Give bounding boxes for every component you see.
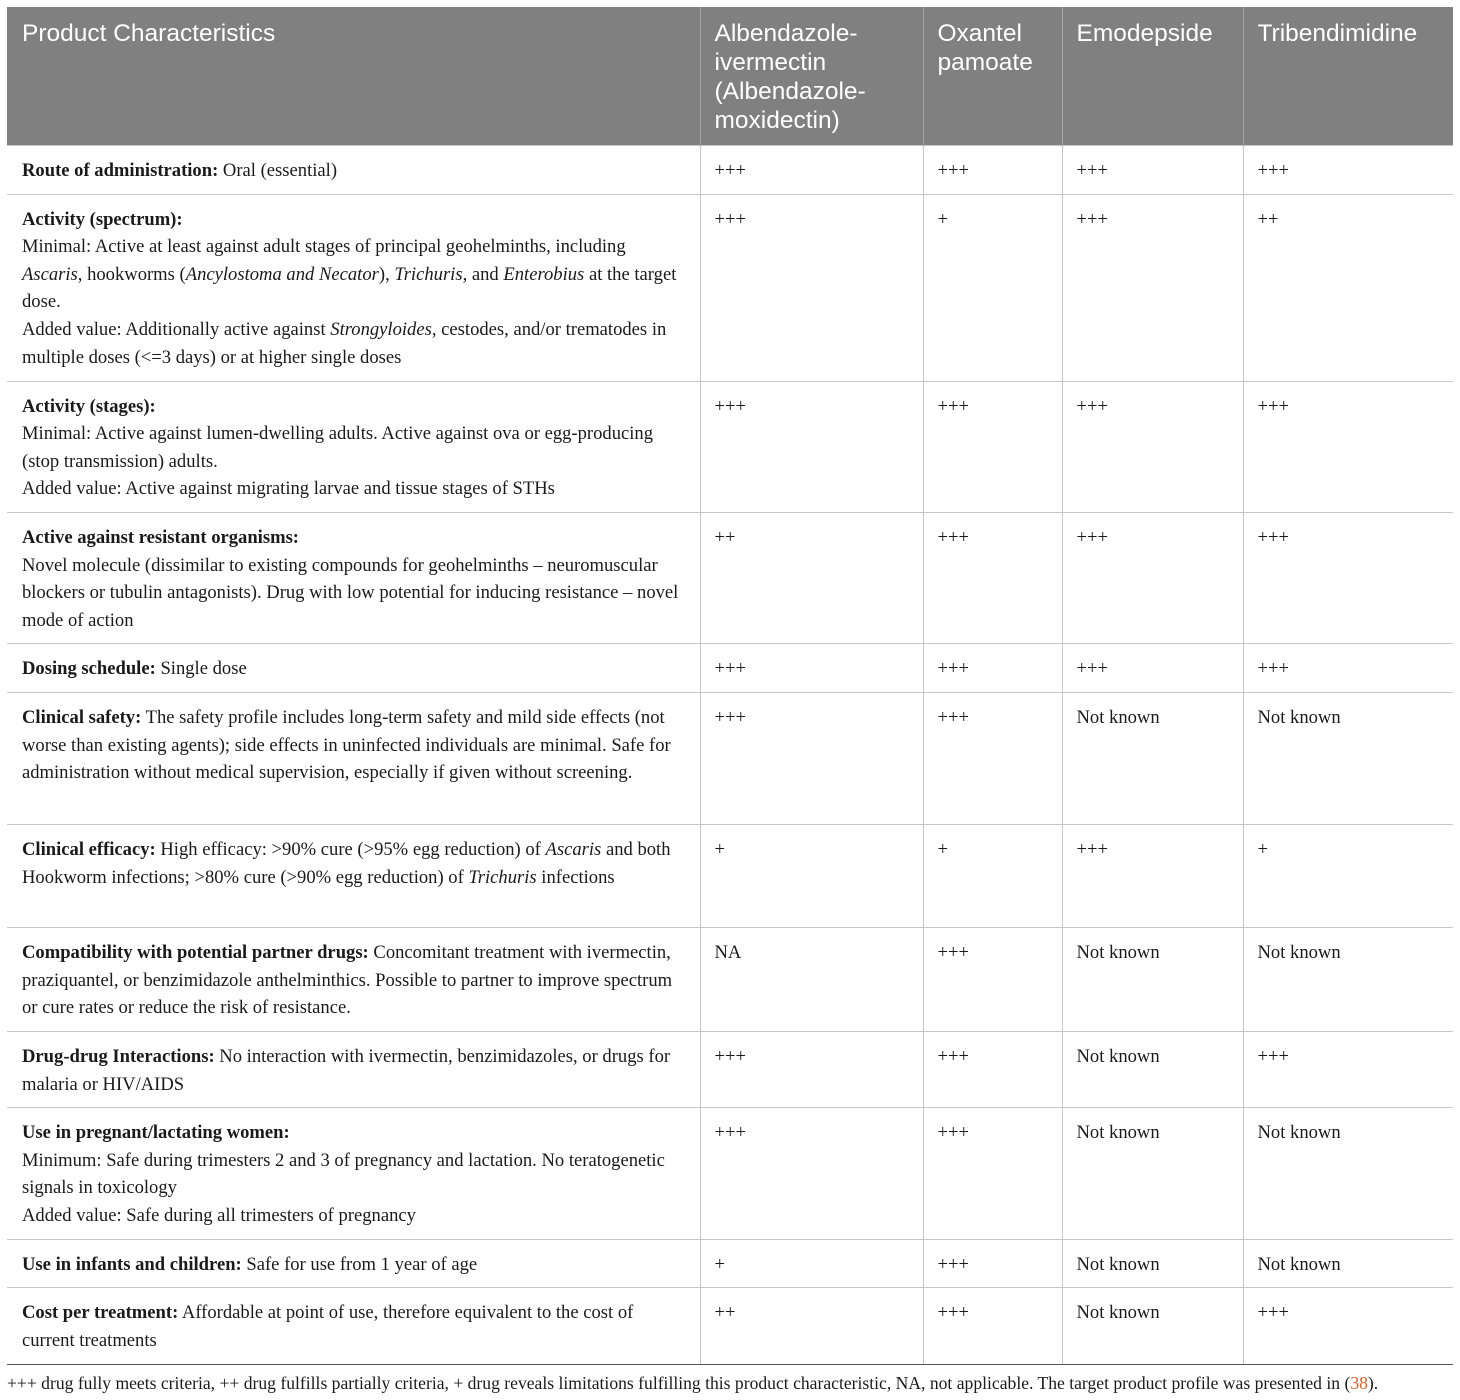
characteristic-heading: Use in pregnant/lactating women: bbox=[22, 1122, 290, 1144]
table-row bbox=[7, 194, 1453, 381]
footnote-end: ). bbox=[1367, 1373, 1379, 1393]
rating-cell: Not known bbox=[1062, 692, 1243, 824]
characteristic-minimal-text: Minimal: Active at least against adult stages of principal geohelminths, including Ascaris, hookworms (Ancylostoma and Necator), Trichuris, and Enterobius at the target dose. bbox=[22, 236, 677, 313]
characteristic-cell bbox=[7, 927, 700, 1031]
rating-cell: +++ bbox=[923, 644, 1062, 693]
rating-cell: ++ bbox=[700, 512, 923, 643]
characteristic-text: Single dose bbox=[155, 658, 247, 680]
table-row bbox=[7, 644, 1453, 693]
characteristic-cell bbox=[7, 1108, 700, 1239]
rating-cell: + bbox=[923, 194, 1062, 381]
rating-cell: +++ bbox=[1243, 146, 1453, 195]
rating-cell: +++ bbox=[700, 381, 923, 512]
characteristic-heading: Clinical efficacy: bbox=[22, 838, 156, 860]
characteristic-added-value-text: Added value: Active against migrating larvae and tissue stages of STHs bbox=[22, 478, 555, 500]
column-header-characteristics: Product Characteristics bbox=[7, 7, 700, 146]
rating-cell: +++ bbox=[923, 1239, 1062, 1288]
characteristic-text: Concomitant treatment with ivermectin, praziquantel, or benzimidazole anthelminthics. Possible to partner to improve spectrum or cure rates or reduce the risk of resistance. bbox=[22, 941, 673, 1019]
characteristic-cell: Clinical efficacy: High efficacy: >90% cure (>95% egg reduction) of Ascaris and both Hookworm infections; >80% cure (>90% egg reduction) of Trichuris infections bbox=[7, 824, 700, 927]
table-row bbox=[7, 1108, 1453, 1239]
characteristic-text: Novel molecule (dissimilar to existing compounds for geohelminths – neuromuscular blockers or tubulin antagonists). Drug with low potential for inducing resistance – novel mode of action bbox=[22, 554, 679, 631]
rating-cell: Not known bbox=[1062, 1239, 1243, 1288]
rating-cell: Not known bbox=[1062, 1288, 1243, 1365]
rating-cell: + bbox=[923, 824, 1062, 927]
characteristic-heading: Dosing schedule: bbox=[22, 658, 156, 680]
characteristic-cell bbox=[7, 1288, 700, 1365]
characteristic-heading: Activity (stages): bbox=[22, 395, 156, 417]
characteristic-added-value-text: Added value: Additionally active against Strongyloides, cestodes, and/or trematodes in multiple doses (<=3 days) or at higher single doses bbox=[22, 318, 667, 368]
column-header-oxantel-pamoate: Oxantel pamoate bbox=[923, 7, 1062, 146]
characteristic-heading: Use in infants and children: bbox=[22, 1253, 242, 1275]
characteristic-heading: Drug-drug Interactions: bbox=[22, 1045, 215, 1067]
characteristic-cell bbox=[7, 692, 700, 824]
column-header-tribendimidine: Tribendimidine bbox=[1243, 7, 1453, 146]
rating-cell: +++ bbox=[1062, 381, 1243, 512]
rating-cell: +++ bbox=[1062, 644, 1243, 693]
rating-cell: Not known bbox=[1243, 692, 1453, 824]
rating-cell: +++ bbox=[923, 381, 1062, 512]
rating-cell: Not known bbox=[1062, 927, 1243, 1031]
rating-cell: +++ bbox=[923, 1108, 1062, 1239]
characteristic-heading: Cost per treatment: bbox=[22, 1302, 179, 1324]
rating-cell: Not known bbox=[1062, 1108, 1243, 1239]
characteristic-minimal-text: Minimal: Active against lumen-dwelling adults. Active against ova or egg-producing (stop transmission) adults. bbox=[22, 423, 654, 472]
rating-cell: Not known bbox=[1062, 1031, 1243, 1107]
rating-cell: NA bbox=[700, 927, 923, 1031]
table-footnote bbox=[7, 1372, 1378, 1394]
rating-cell: + bbox=[700, 824, 923, 927]
rating-cell: +++ bbox=[1243, 1031, 1453, 1107]
rating-cell: +++ bbox=[700, 692, 923, 824]
table-row bbox=[7, 512, 1453, 643]
rating-cell: +++ bbox=[1243, 381, 1453, 512]
table-row bbox=[7, 1031, 1453, 1107]
rating-cell: +++ bbox=[923, 927, 1062, 1031]
rating-cell: + bbox=[1243, 824, 1453, 927]
table-row bbox=[7, 927, 1453, 1031]
characteristic-text: Affordable at point of use, therefore equivalent to the cost of current treatments bbox=[22, 1302, 634, 1351]
characteristic-cell bbox=[7, 194, 700, 381]
rating-cell: +++ bbox=[923, 1288, 1062, 1365]
reference-link[interactable]: 38 bbox=[1350, 1373, 1368, 1393]
table-row bbox=[7, 824, 1453, 927]
characteristic-heading: Active against resistant organisms: bbox=[22, 526, 299, 548]
characteristic-cell bbox=[7, 381, 700, 512]
table-header-row bbox=[7, 7, 1453, 146]
characteristic-text: The safety profile includes long-term safety and mild side effects (not worse than existing agents); side effects in uninfected individuals are minimal. Safe for administration without medical supervision, especially if given without screening. bbox=[22, 706, 671, 784]
rating-cell: +++ bbox=[700, 146, 923, 195]
rating-cell: Not known bbox=[1243, 1239, 1453, 1288]
rating-cell: +++ bbox=[1243, 512, 1453, 643]
characteristic-cell bbox=[7, 512, 700, 643]
rating-cell: ++ bbox=[700, 1288, 923, 1365]
product-characteristics-table bbox=[7, 7, 1453, 1365]
column-header-emodepside: Emodepside bbox=[1062, 7, 1243, 146]
rating-cell: +++ bbox=[1062, 512, 1243, 643]
rating-cell: ++ bbox=[1243, 194, 1453, 381]
characteristic-heading: Compatibility with potential partner drugs: bbox=[22, 941, 369, 963]
rating-cell: +++ bbox=[1243, 1288, 1453, 1365]
rating-cell: +++ bbox=[1062, 146, 1243, 195]
table-row bbox=[7, 692, 1453, 824]
characteristic-cell bbox=[7, 1031, 700, 1107]
rating-cell: +++ bbox=[1243, 644, 1453, 693]
table-row bbox=[7, 146, 1453, 195]
rating-cell: Not known bbox=[1243, 1108, 1453, 1239]
characteristic-cell bbox=[7, 1239, 700, 1288]
rating-cell: +++ bbox=[923, 146, 1062, 195]
table-row bbox=[7, 1239, 1453, 1288]
characteristic-cell bbox=[7, 644, 700, 693]
column-header-albendazole-ivermectin: Albendazole-ivermectin (Albendazole-moxidectin) bbox=[700, 7, 923, 146]
characteristic-cell bbox=[7, 146, 700, 195]
rating-cell: +++ bbox=[700, 644, 923, 693]
characteristic-text: No interaction with ivermectin, benzimidazoles, or drugs for malaria or HIV/AIDS bbox=[22, 1045, 671, 1095]
rating-cell: +++ bbox=[700, 1108, 923, 1239]
characteristic-text: Safe for use from 1 year of age bbox=[241, 1253, 478, 1275]
rating-cell: +++ bbox=[923, 692, 1062, 824]
rating-cell: +++ bbox=[1062, 194, 1243, 381]
rating-cell: +++ bbox=[700, 1031, 923, 1107]
characteristic-text: Oral (essential) bbox=[218, 160, 338, 181]
table-row bbox=[7, 1288, 1453, 1365]
rating-cell: +++ bbox=[700, 194, 923, 381]
rating-cell: Not known bbox=[1243, 927, 1453, 1031]
characteristic-minimal-text: Minimum: Safe during trimesters 2 and 3 of pregnancy and lactation. No teratogenetic signals in toxicology bbox=[22, 1149, 665, 1199]
table-row bbox=[7, 381, 1453, 512]
characteristic-heading: Activity (spectrum): bbox=[22, 208, 183, 230]
rating-cell: +++ bbox=[923, 512, 1062, 643]
footnote-text: +++ drug fully meets criteria, ++ drug fulfills partially criteria, + drug reveals limitations fulfilling this product characteristic, NA, not applicable. The target product profile was presented in ( bbox=[7, 1373, 1351, 1393]
rating-cell: + bbox=[700, 1239, 923, 1288]
rating-cell: +++ bbox=[1062, 824, 1243, 927]
characteristic-added-value-text: Added value: Safe during all trimesters of pregnancy bbox=[22, 1204, 416, 1226]
characteristic-heading: Clinical safety: bbox=[22, 706, 142, 728]
characteristic-heading: Route of administration: bbox=[22, 160, 219, 181]
rating-cell: +++ bbox=[923, 1031, 1062, 1107]
